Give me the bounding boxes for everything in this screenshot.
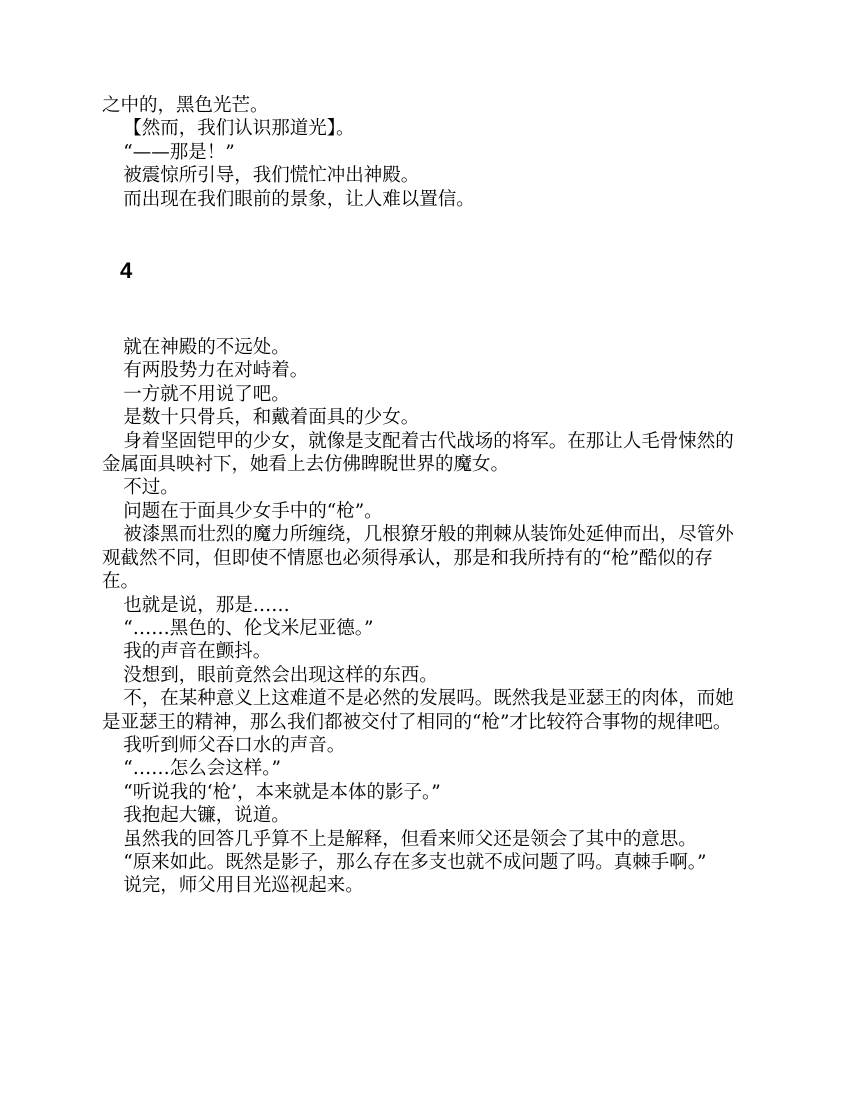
paragraph: 说完，师父用目光巡视起来。 (123, 875, 364, 897)
paragraph: 问题在于面具少女手中的“枪”。 (123, 500, 383, 522)
paragraph: “原来如此。既然是影子，那么存在多支也就不成问题了吗。真棘手啊。” (123, 851, 707, 873)
paragraph: 我抱起大镰，说道。 (123, 805, 290, 827)
chapter-heading: 4 (120, 258, 133, 284)
paragraph: 一方就不用说了吧。 (123, 383, 290, 405)
paragraph: 而出现在我们眼前的景象，让人难以置信。 (123, 188, 475, 210)
spacer (102, 284, 748, 336)
paragraph: 虽然我的回答几乎算不上是解释，但看来师父还是领会了其中的意思。 (123, 828, 697, 850)
paragraph: 有两股势力在对峙着。 (123, 360, 309, 382)
paragraph: 没想到，眼前竟然会出现这样的东西。 (123, 664, 438, 686)
section-before-heading (102, 94, 748, 211)
paragraph: “听说我的‘枪’，本来就是本体的影子。” (123, 781, 441, 803)
paragraph: “……怎么会这样。” (123, 758, 281, 780)
paragraph: “……黑色的、伦戈米尼亚德。” (123, 617, 374, 639)
paragraph: 被震惊所引导，我们慌忙冲出神殿。 (123, 165, 420, 187)
paragraph: 【然而，我们认识那道光】。 (123, 118, 355, 140)
spacer (102, 211, 748, 258)
paragraph: 也就是说，那是…… (123, 594, 290, 616)
paragraph: 是数十只骨兵，和戴着面具的少女。 (123, 407, 420, 429)
paragraph: 我听到师父吞口水的声音。 (123, 734, 346, 756)
paragraph: 身着坚固铠甲的少女，就像是支配着古代战场的将军。在那让人毛骨悚然的金属面具映衬下，她看上去仿佛睥睨世界的魔女。 (102, 430, 734, 476)
document-page (102, 94, 748, 898)
paragraph: 就在神殿的不远处。 (123, 337, 290, 359)
paragraph: 之中的，黑色光芒。 (102, 95, 269, 116)
paragraph: 不，在某种意义上这难道不是必然的发展吗。既然我是亚瑟王的肉体，而她是亚瑟王的精神，那么我们都被交付了相同的“枪”才比较符合事物的规律吧。 (102, 688, 734, 733)
paragraph: 不过。 (123, 477, 179, 499)
paragraph: 我的声音在颤抖。 (123, 641, 272, 663)
paragraph: “——那是！” (123, 141, 235, 163)
section-after-heading (102, 336, 748, 898)
paragraph: 被漆黑而壮烈的魔力所缠绕，几根獠牙般的荆棘从装饰处延伸而出，尽管外观截然不同，但即使不情愿也必须得承认，那是和我所持有的“枪”酷似的存在。 (102, 524, 734, 593)
